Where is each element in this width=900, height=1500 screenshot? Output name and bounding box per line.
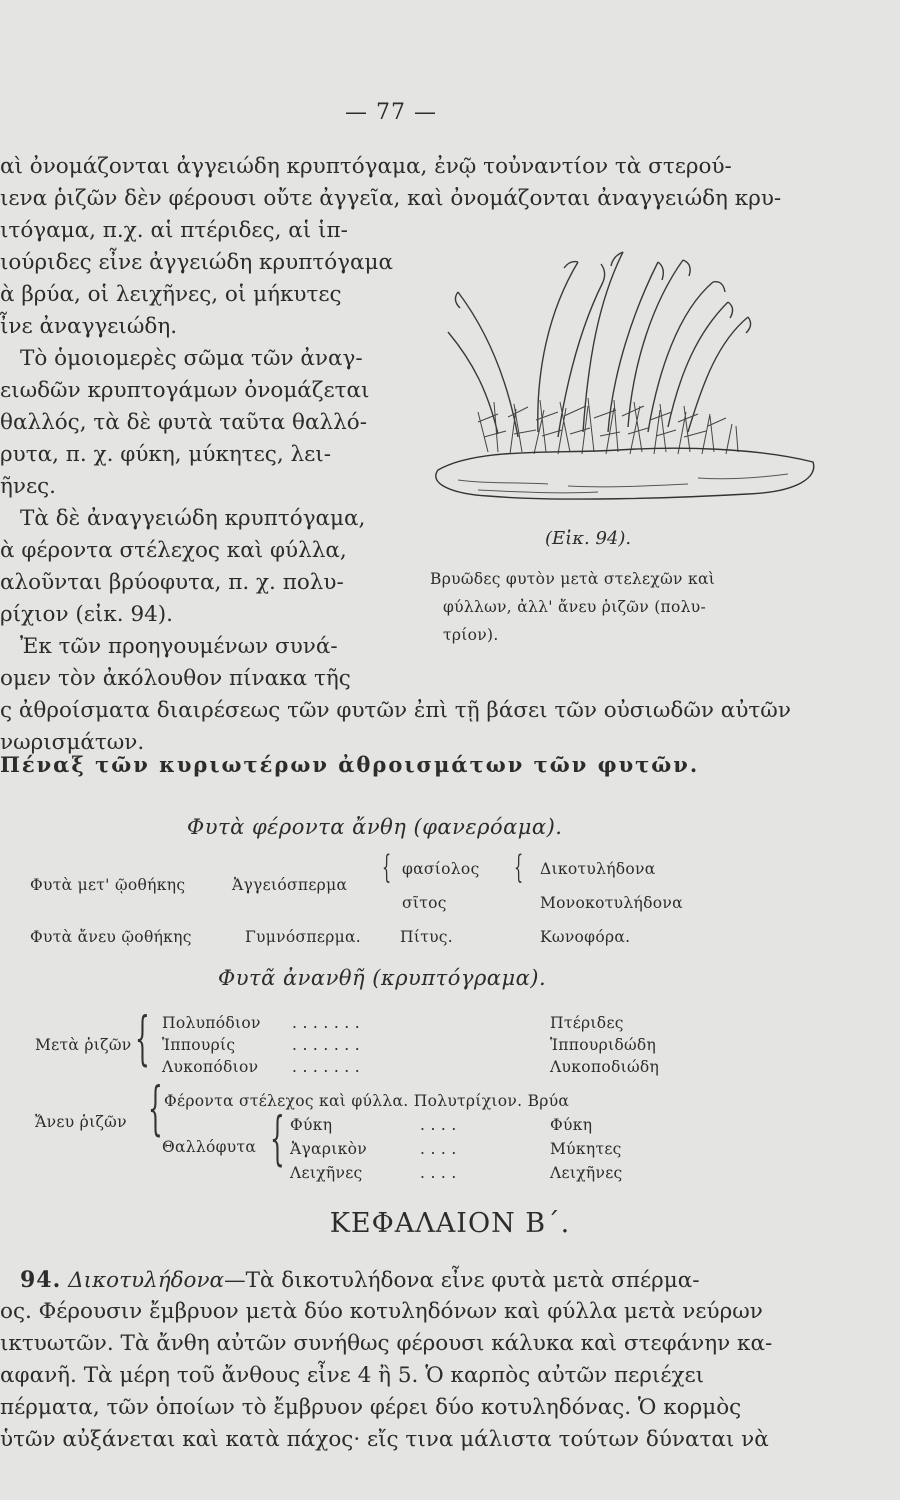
group-label: Ἀγγειόσπερμα bbox=[232, 876, 348, 894]
text-line: ιενα ῥιζῶν δὲν φέρουσι οὔτε ἀγγεῖα, καὶ ὀνομάζονται ἀναγγειώδη κρυ- bbox=[0, 186, 782, 211]
sub-item: σῖτος bbox=[402, 894, 447, 912]
text-line: ὰ φέροντα στέλεχος καὶ φύλλα, bbox=[0, 538, 347, 563]
page-number: — 77 — bbox=[345, 100, 437, 125]
text-line: ὰ βρύα, οἱ λειχῆνες, οἱ μήκυτες bbox=[0, 282, 342, 307]
text-line: ἶνε ἀναγγειώδη. bbox=[0, 314, 178, 339]
leader-dots: . . . . . . . bbox=[292, 1058, 360, 1076]
result-item: Λειχῆνες bbox=[550, 1164, 623, 1182]
text-line: Ἐκ τῶν προηγουμένων συνά- bbox=[20, 634, 338, 659]
sub-item: φασίολος bbox=[402, 860, 480, 878]
text-line: ειωδῶν κρυπτογάμων ὀνομάζεται bbox=[0, 378, 370, 403]
text-line: αφανῆ. Τὰ μέρη τοῦ ἄνθους εἶνε 4 ἢ 5. Ὁ καρπὸς αὐτῶν περιέχει bbox=[0, 1363, 705, 1388]
moss-stalks bbox=[448, 252, 751, 437]
row-label: Φυτὰ ἄνευ ῷοθήκης bbox=[30, 928, 192, 946]
brace: { bbox=[382, 848, 392, 886]
result-item: Ἱππουριδώδη bbox=[550, 1036, 657, 1054]
text-line: αὶ ὀνομάζονται ἀγγειώδη κρυπτόγαμα, ἐνῷ τοὐναντίον τὰ στερού- bbox=[0, 154, 732, 179]
result-item: Δικοτυλήδονα bbox=[540, 860, 656, 878]
result-item: Μύκητες bbox=[550, 1140, 622, 1158]
stem-leaf-line: Φέροντα στέλεχος καὶ φύλλα. Πολυτρίχιον. Βρύα bbox=[164, 1092, 570, 1110]
row-label: Μετὰ ῥιζῶν bbox=[35, 1036, 132, 1054]
row-label: Ἄνευ ῥιζῶν bbox=[35, 1113, 127, 1131]
text-line: ρίχιον (εἰκ. 94). bbox=[0, 602, 174, 627]
brace: { bbox=[135, 1004, 150, 1072]
brace: { bbox=[148, 1074, 163, 1142]
text-line: νωρισμάτων. bbox=[0, 730, 145, 755]
result-item: Φύκη bbox=[550, 1116, 593, 1134]
leader-dots: . . . . bbox=[420, 1140, 457, 1158]
leader-dots: . . . . . . . bbox=[292, 1014, 360, 1032]
brace: { bbox=[514, 848, 524, 886]
text-line: αλοῦνται βρύοφυτα, π. χ. πολυ- bbox=[0, 570, 344, 595]
result-item: Μονοκοτυλήδονα bbox=[540, 894, 683, 912]
text-line: θαλλός, τὰ δὲ φυτὰ ταῦτα θαλλό- bbox=[0, 410, 367, 435]
text-line: ιτόγαμα, π.χ. αἱ πτέριδες, αἱ ἱπ- bbox=[0, 218, 348, 243]
text-line: ομεν τὸν ἀκόλουθον πίνακα τῆς bbox=[0, 666, 351, 691]
sub-item: Πίτυς. bbox=[400, 928, 453, 946]
text-line: Τὰ δὲ ἀναγγειώδη κρυπτόγαμα, bbox=[20, 506, 366, 531]
text-line: ῆνες. bbox=[0, 474, 56, 499]
section-lead-term: Δικοτυλήδονα bbox=[68, 1268, 225, 1293]
table-title: Πέναξ τῶν κυριωτέρων ἀθροισμάτων τῶν φυτῶν. bbox=[0, 752, 700, 777]
soil-texture bbox=[458, 474, 788, 493]
group-label: Γυμνόσπερμα. bbox=[245, 928, 361, 946]
text-line: ρυτα, π. χ. φύκη, μύκητες, λει- bbox=[0, 442, 331, 467]
text-line: ιούριδες εἶνε ἀγγειώδη κρυπτόγαμα bbox=[0, 250, 394, 275]
text-line: πέρματα, τῶν ὁποίων τὸ ἔμβρυον φέρει δύο κοτυληδόνας. Ὁ κορμὸς bbox=[0, 1395, 742, 1420]
figure-label: (Εἰκ. 94). bbox=[545, 528, 632, 549]
brace: { bbox=[270, 1104, 285, 1172]
figure-caption-line: τρίον). bbox=[443, 626, 499, 644]
section-94-first-line bbox=[20, 1266, 700, 1295]
soil-clump bbox=[436, 448, 814, 499]
list-item: Ἱππουρίς bbox=[162, 1036, 236, 1054]
group-label: Θαλλόφυτα bbox=[162, 1138, 257, 1156]
text-line: Τὸ ὁμοιομερὲς σῶμα τῶν ἀναγ- bbox=[20, 346, 363, 371]
figure-caption-line: Βρυῶδες φυτὸν μετὰ στελεχῶν καὶ bbox=[430, 570, 716, 588]
list-item: Λυκοπόδιον bbox=[162, 1058, 259, 1076]
text-line: ὑτῶν αὐξάνεται καὶ κατὰ πάχος· εἴς τινα μάλιστα τούτων δύναται νὰ bbox=[0, 1427, 769, 1452]
section-heading-flowering: Φυτὰ φέροντα ἄνθη (φανερόαμα). bbox=[187, 815, 563, 839]
moss-illustration bbox=[418, 222, 828, 522]
result-item: Κωνοφόρα. bbox=[540, 928, 631, 946]
list-item: Φύκη bbox=[290, 1116, 333, 1134]
section-first-line-text: —Τὰ δικοτυλήδονα εἶνε φυτὰ μετὰ σπέρμα- bbox=[224, 1268, 700, 1293]
text-line: ικτυωτῶν. Τὰ ἄνθη αὐτῶν συνήθως φέρουσι κάλυκα καὶ στεφάνην κα- bbox=[0, 1331, 773, 1356]
list-item: Λειχῆνες bbox=[290, 1164, 363, 1182]
text-line: ς ἀθροίσματα διαιρέσεως τῶν φυτῶν ἐπὶ τῇ βάσει τῶν οὐσιωδῶν αὐτῶν bbox=[0, 698, 791, 723]
figure-caption-line: φύλλων, ἀλλ' ἄνευ ῥιζῶν (πολυ- bbox=[443, 598, 707, 616]
leader-dots: . . . . bbox=[420, 1164, 457, 1182]
section-heading-nonflowering: Φυτᾶ ἀνανθῆ (κρυπτόγραμα). bbox=[218, 966, 547, 990]
result-item: Λυκοποδιώδη bbox=[550, 1058, 660, 1076]
leader-dots: . . . . bbox=[420, 1116, 457, 1134]
result-item: Πτέριδες bbox=[550, 1014, 624, 1032]
chapter-heading: ΚΕΦΑΛΑΙΟΝ Β΄. bbox=[329, 1208, 571, 1239]
leader-dots: . . . . . . . bbox=[292, 1036, 360, 1054]
text-line: ος. Φέρουσιν ἔμβρυον μετὰ δύο κοτυληδόνων καὶ φύλλα μετὰ νεύρων bbox=[0, 1299, 763, 1324]
row-label: Φυτὰ μετ' ῷοθήκης bbox=[30, 876, 186, 894]
list-item: Πολυπόδιον bbox=[162, 1014, 261, 1032]
list-item: Ἀγαρικὸν bbox=[290, 1140, 367, 1158]
section-number: 94. bbox=[20, 1267, 62, 1293]
